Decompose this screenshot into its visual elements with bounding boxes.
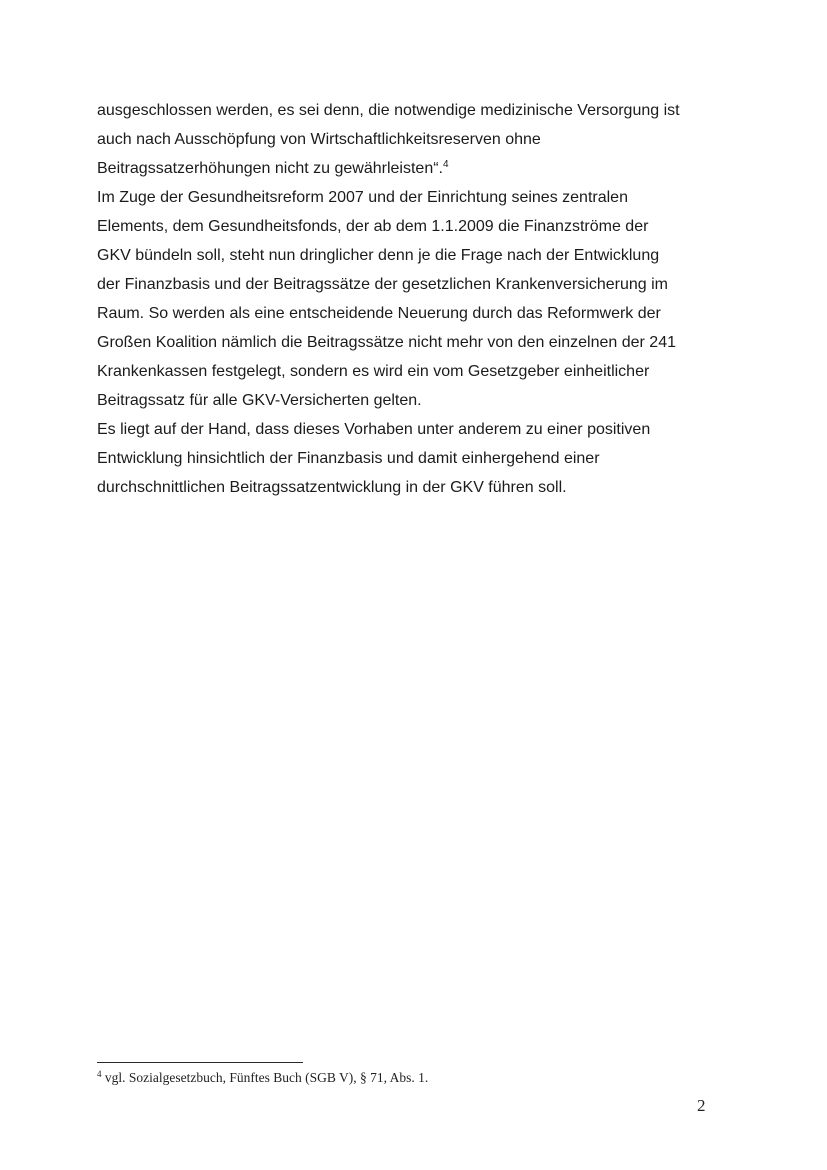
text-line: Elements, dem Gesundheitsfonds, der ab dem 1.1.2009 die Finanzströme der: [97, 218, 649, 235]
text-line: Es liegt auf der Hand, dass dieses Vorhaben unter anderem zu einer positiven: [97, 421, 651, 438]
body-text-block: [97, 96, 722, 502]
footnote-separator: [97, 1062, 303, 1063]
footnote-reference: 4: [442, 159, 449, 170]
text-line: [97, 154, 722, 183]
footnote: [97, 1069, 697, 1087]
text-line: der Finanzbasis und der Beitragssätze der gesetzlichen Krankenversicherung im: [97, 276, 668, 293]
text-line: auch nach Ausschöpfung von Wirtschaftlichkeitsreserven ohne: [97, 131, 541, 148]
text-line: Beitragssatz für alle GKV-Versicherten gelten.: [97, 392, 422, 409]
footnote-text: vgl. Sozialgesetzbuch, Fünftes Buch (SGB V), § 71, Abs. 1.: [104, 1070, 429, 1085]
text-line: Entwicklung hinsichtlich der Finanzbasis und damit einhergehend einer: [97, 450, 600, 467]
text-line: Großen Koalition nämlich die Beitragssätze nicht mehr von den einzelnen der 241: [97, 334, 676, 351]
text-line: ausgeschlossen werden, es sei denn, die notwendige medizinische Versorgung ist: [97, 102, 680, 119]
text-line: durchschnittlichen Beitragssatzentwicklung in der GKV führen soll.: [97, 479, 567, 496]
text-line-fragment: Beitragssatzerhöhungen nicht zu gewährleisten“.: [97, 160, 443, 177]
text-line: Raum. So werden als eine entscheidende Neuerung durch das Reformwerk der: [97, 305, 661, 322]
text-line: Krankenkassen festgelegt, sondern es wird ein vom Gesetzgeber einheitlicher: [97, 363, 650, 380]
text-line: GKV bündeln soll, steht nun dringlicher denn je die Frage nach der Entwicklung: [97, 247, 660, 264]
footnote-marker: 4: [97, 1069, 102, 1079]
page-number: 2: [697, 1096, 706, 1115]
text-line: Im Zuge der Gesundheitsreform 2007 und der Einrichtung seines zentralen: [97, 189, 628, 206]
